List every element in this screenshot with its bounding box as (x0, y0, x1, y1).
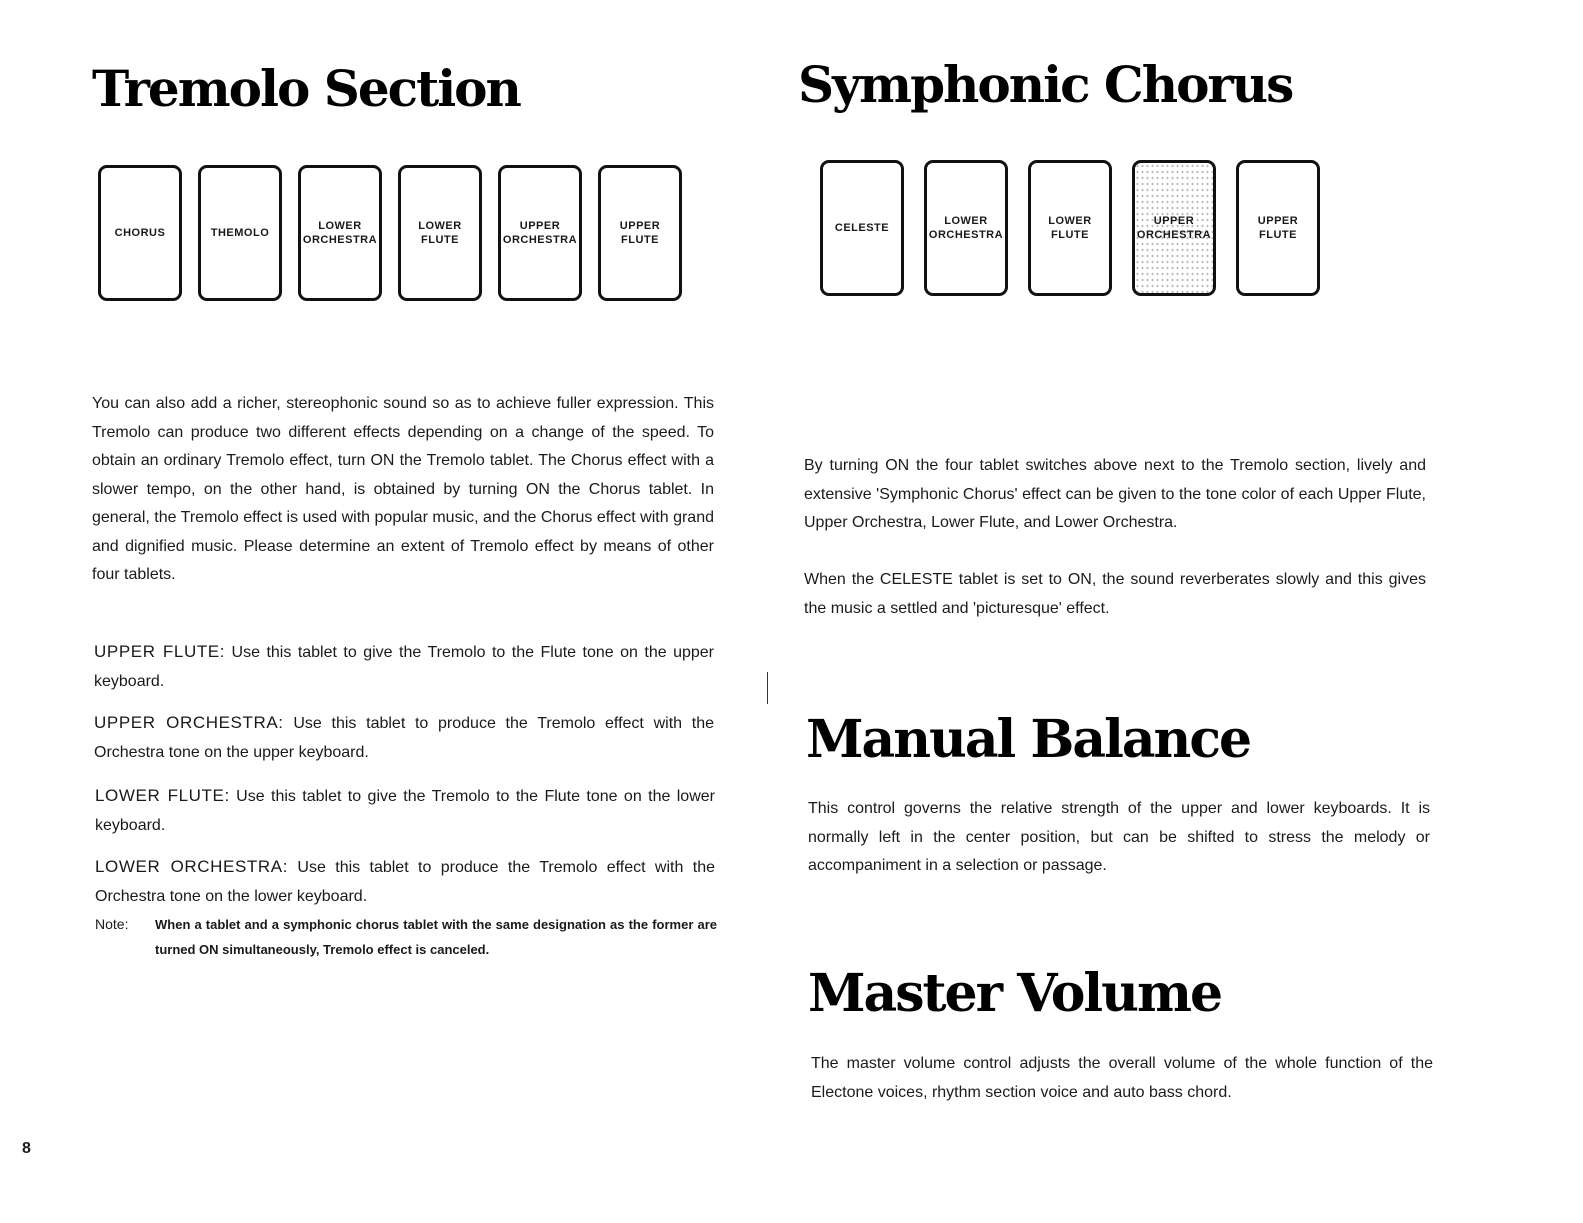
item-term: UPPER FLUTE: (94, 642, 226, 661)
item-text: Use this tablet to give the Tremolo to the Flute tone on the upper keyboard. (94, 644, 714, 690)
tremolo-intro-paragraph: You can also add a richer, stereophonic sound so as to achieve fuller expression. This Tremolo can produce two different effects depending on a change of the speed. To obtain an ordinary Tremolo effect, turn ON the Tremolo tablet. The Chorus effect with a slower tempo, on the other hand, is obtained by turning ON the Chorus tablet. In general, the Tremolo effect is used with popular music, and the Chorus effect with grand and dignified music. Please determine an extent of Tremolo effect by means of other four tablets. (92, 395, 714, 583)
gutter-mark (767, 672, 768, 704)
item-lower-flute (95, 781, 715, 840)
item-lower-orchestra (95, 852, 715, 911)
tablet-upper-orchestra: UPPER ORCHESTRA (1132, 160, 1216, 296)
tablet-lower-orchestra: LOWER ORCHESTRA (298, 165, 382, 301)
tablet-lower-flute: LOWER FLUTE (1028, 160, 1112, 296)
manual-balance-heading: Manual Balance (806, 709, 1251, 770)
item-upper-flute (94, 637, 714, 696)
tablet-lower-flute: LOWER FLUTE (398, 165, 482, 301)
tremolo-section-heading: Tremolo Section (92, 59, 520, 118)
tremolo-tablet-row (98, 165, 682, 301)
item-text: Use this tablet to give the Tremolo to the Flute tone on the lower keyboard. (95, 788, 715, 834)
note-block (95, 912, 717, 962)
item-term: LOWER ORCHESTRA: (95, 857, 289, 876)
tablet-celeste: CELESTE (820, 160, 904, 296)
left-page (0, 0, 780, 1223)
item-term: UPPER ORCHESTRA: (94, 713, 284, 732)
page-number: 8 (22, 1140, 31, 1157)
tablet-lower-orchestra: LOWER ORCHESTRA (924, 160, 1008, 296)
tablet-upper-flute: UPPER FLUTE (598, 165, 682, 301)
tablet-upper-orchestra: UPPER ORCHESTRA (498, 165, 582, 301)
chorus-paragraph-2: When the CELESTE tablet is set to ON, the sound reverberates slowly and this gives the music a settled and 'picturesque' effect. (804, 571, 1426, 617)
tablet-upper-flute: UPPER FLUTE (1236, 160, 1320, 296)
manual-balance-text: This control governs the relative strength of the upper and lower keyboards. It is normally left in the center position, but can be shifted to stress the melody or accompaniment in a selection or passage. (808, 800, 1430, 874)
item-text: Use this tablet to produce the Tremolo effect with the Orchestra tone on the lower keyboard. (95, 859, 715, 905)
tablet-tremolo: THEMOLO (198, 165, 282, 301)
master-volume-text: The master volume control adjusts the overall volume of the whole function of the Electone voices, rhythm section voice and auto bass chord. (811, 1055, 1433, 1101)
item-text: Use this tablet to produce the Tremolo effect with the Orchestra tone on the upper keyboard. (94, 715, 714, 761)
chorus-tablet-row (820, 160, 1320, 296)
item-term: LOWER FLUTE: (95, 786, 230, 805)
chorus-paragraph-1: By turning ON the four tablet switches above next to the Tremolo section, lively and extensive 'Symphonic Chorus' effect can be given to the tone color of each Upper Flute, Upper Orchestra, Lower Flute, and Lower Orchestra. (804, 457, 1426, 531)
tablet-chorus: CHORUS (98, 165, 182, 301)
item-upper-orchestra (94, 708, 714, 767)
note-label: Note: (95, 916, 129, 932)
note-text: When a tablet and a symphonic chorus tablet with the same designation as the former are turned ON simultaneously, Tremolo effect is canceled. (155, 917, 717, 957)
right-page (790, 0, 1583, 1223)
symphonic-chorus-heading: Symphonic Chorus (798, 55, 1293, 114)
master-volume-heading: Master Volume (808, 963, 1222, 1024)
